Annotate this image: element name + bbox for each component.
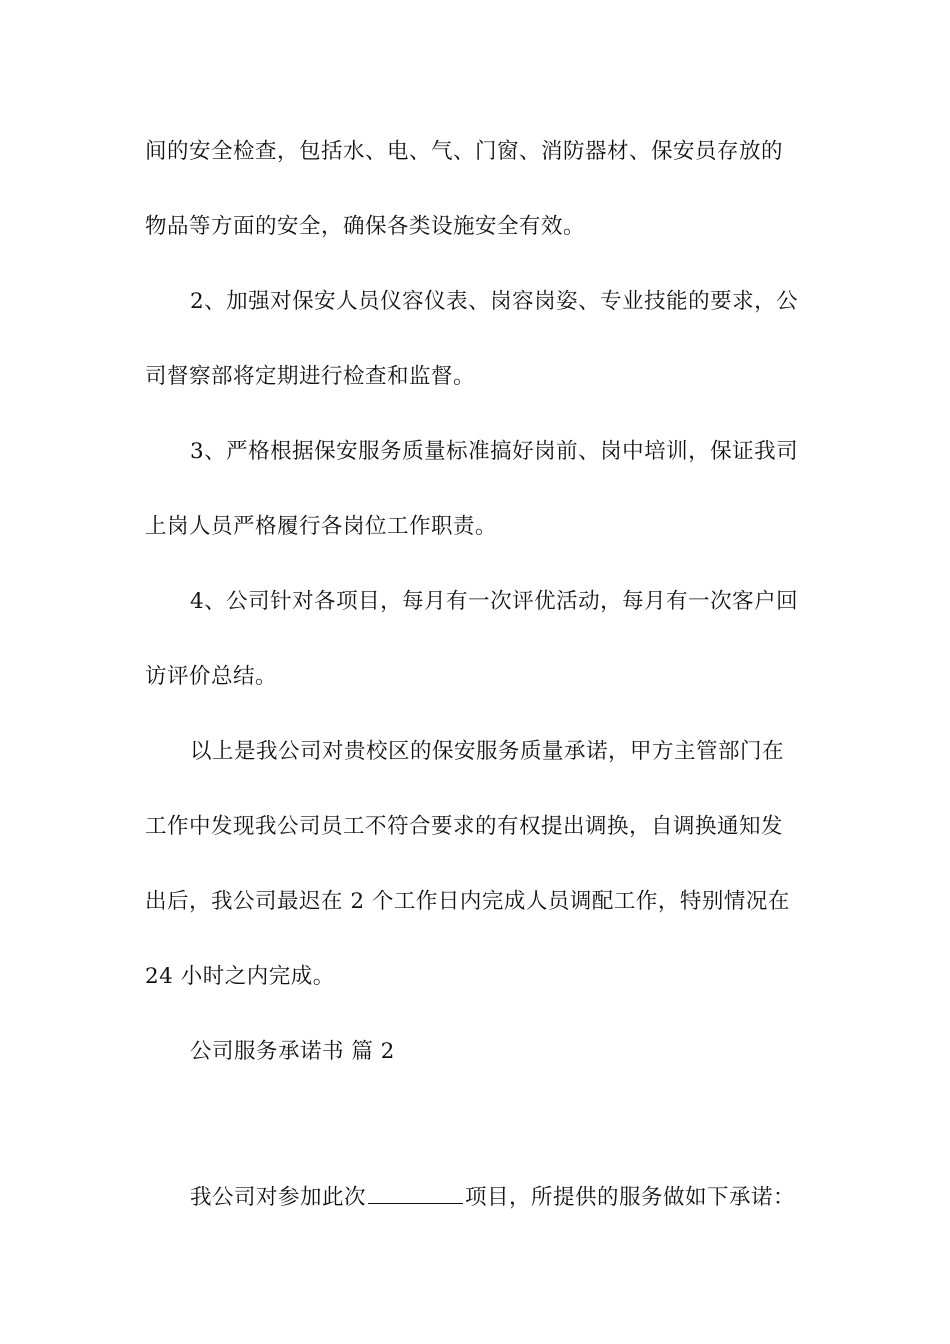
paragraph-line: 司督察部将定期进行检查和监督。 xyxy=(145,364,476,389)
paragraph-line: 访评价总结。 xyxy=(145,664,278,689)
paragraph-line: 3、严格根据保安服务质量标准搞好岗前、岗中培训，保证我司 xyxy=(190,439,799,464)
fill-in-blank xyxy=(368,1185,463,1204)
paragraph-line: 物品等方面的安全，确保各类设施安全有效。 xyxy=(145,214,586,239)
paragraph-line: 工作中发现我公司员工不符合要求的有权提出调换，自调换通知发 xyxy=(145,814,784,839)
paragraph-line: 上岗人员严格履行各岗位工作职责。 xyxy=(145,514,498,539)
paragraph-line: 2、加强对保安人员仪容仪表、岗容岗姿、专业技能的要求，公 xyxy=(190,289,799,314)
section-heading: 公司服务承诺书 篇 2 xyxy=(190,1039,395,1064)
paragraph-line: 间的安全检查，包括水、电、气、门窗、消防器材、保安员存放的 xyxy=(145,139,784,164)
paragraph-line: 以上是我公司对贵校区的保安服务质量承诺，甲方主管部门在 xyxy=(190,739,785,764)
paragraph-line: 4、公司针对各项目，每月有一次评优活动，每月有一次客户回 xyxy=(190,589,799,614)
intro-text-after: 项目，所提供的服务做如下承诺： xyxy=(465,1185,796,1210)
intro-line xyxy=(190,1183,830,1213)
paragraph-line: 出后，我公司最迟在 2 个工作日内完成人员调配工作，特别情况在 xyxy=(145,889,790,914)
paragraph-line: 24 小时之内完成。 xyxy=(145,964,335,989)
intro-text-before: 我公司对参加此次 xyxy=(190,1185,367,1210)
